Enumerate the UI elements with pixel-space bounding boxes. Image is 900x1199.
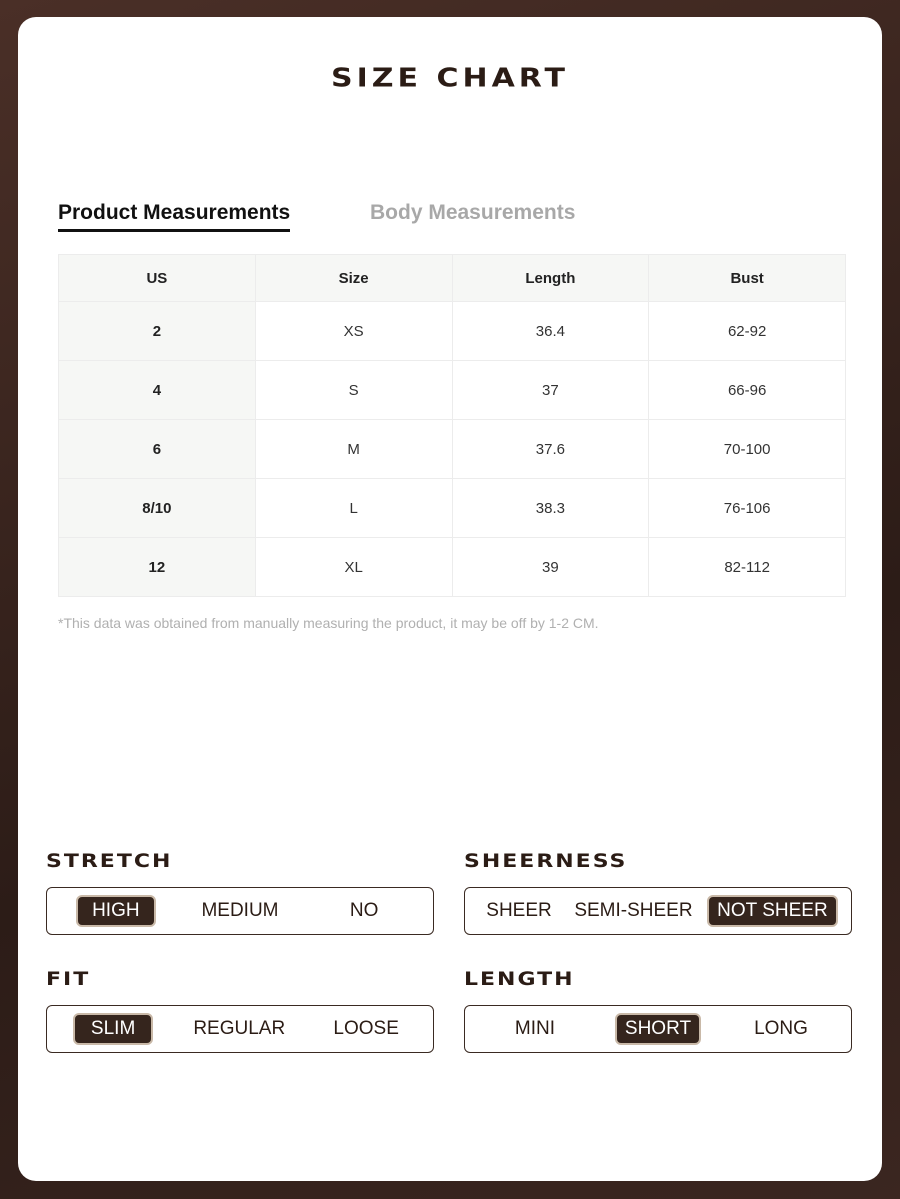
cell-size: L bbox=[255, 479, 452, 538]
cell-us: 8/10 bbox=[59, 479, 256, 538]
table-row bbox=[59, 538, 846, 597]
fit-scale bbox=[46, 1005, 434, 1053]
cell-bust: 62-92 bbox=[649, 302, 846, 361]
fit-option-loose[interactable]: LOOSE bbox=[333, 1018, 399, 1039]
fit-option-regular[interactable]: REGULAR bbox=[193, 1018, 286, 1039]
cell-bust: 82-112 bbox=[649, 538, 846, 597]
cell-length: 39 bbox=[452, 538, 649, 597]
stretch-option-high[interactable]: HIGH bbox=[76, 895, 156, 927]
cell-size: XS bbox=[255, 302, 452, 361]
length-label: LENGTH bbox=[464, 969, 575, 991]
size-table bbox=[58, 254, 846, 597]
sheerness-label: SHEERNESS bbox=[464, 851, 628, 873]
stretch-label: STRETCH bbox=[46, 851, 173, 873]
table-header-row bbox=[59, 255, 846, 302]
cell-bust: 70-100 bbox=[649, 420, 846, 479]
sheerness-scale bbox=[464, 887, 852, 935]
length-option-short[interactable]: SHORT bbox=[615, 1013, 701, 1045]
measurement-tabs bbox=[58, 201, 858, 241]
stretch-option-medium[interactable]: MEDIUM bbox=[201, 900, 279, 921]
sheerness-option-not-sheer[interactable]: NOT SHEER bbox=[707, 895, 838, 927]
stretch-scale bbox=[46, 887, 434, 935]
fit-label: FIT bbox=[46, 969, 91, 991]
measurement-footnote: *This data was obtained from manually measuring the product, it may be off by 1-2 CM. bbox=[58, 615, 599, 631]
cell-size: S bbox=[255, 361, 452, 420]
sheerness-attribute bbox=[464, 851, 852, 935]
table-row bbox=[59, 302, 846, 361]
size-chart-card bbox=[18, 17, 882, 1181]
sheerness-option-semi-sheer[interactable]: SEMI-SHEER bbox=[574, 900, 693, 921]
stretch-attribute bbox=[46, 851, 434, 935]
cell-length: 37.6 bbox=[452, 420, 649, 479]
cell-bust: 66-96 bbox=[649, 361, 846, 420]
table-row bbox=[59, 420, 846, 479]
cell-length: 38.3 bbox=[452, 479, 649, 538]
table-row bbox=[59, 479, 846, 538]
table-row bbox=[59, 361, 846, 420]
cell-us: 12 bbox=[59, 538, 256, 597]
cell-us: 2 bbox=[59, 302, 256, 361]
cell-length: 36.4 bbox=[452, 302, 649, 361]
sheerness-option-sheer[interactable]: SHEER bbox=[486, 900, 552, 921]
length-attribute bbox=[464, 969, 852, 1053]
length-scale bbox=[464, 1005, 852, 1053]
stretch-option-no[interactable]: NO bbox=[349, 900, 379, 921]
cell-length: 37 bbox=[452, 361, 649, 420]
tab-body-measurements[interactable]: Body Measurements bbox=[370, 201, 576, 224]
fit-attribute bbox=[46, 969, 434, 1053]
cell-us: 6 bbox=[59, 420, 256, 479]
column-header-us: US bbox=[59, 255, 256, 302]
fit-option-slim[interactable]: SLIM bbox=[73, 1013, 153, 1045]
column-header-bust: Bust bbox=[649, 255, 846, 302]
cell-size: M bbox=[255, 420, 452, 479]
page-title: SIZE CHART bbox=[330, 63, 570, 94]
cell-size: XL bbox=[255, 538, 452, 597]
column-header-length: Length bbox=[452, 255, 649, 302]
tab-product-measurements[interactable]: Product Measurements bbox=[58, 201, 290, 232]
length-option-long[interactable]: LONG bbox=[754, 1018, 808, 1039]
cell-bust: 76-106 bbox=[649, 479, 846, 538]
cell-us: 4 bbox=[59, 361, 256, 420]
length-option-mini[interactable]: MINI bbox=[514, 1018, 556, 1039]
column-header-size: Size bbox=[255, 255, 452, 302]
